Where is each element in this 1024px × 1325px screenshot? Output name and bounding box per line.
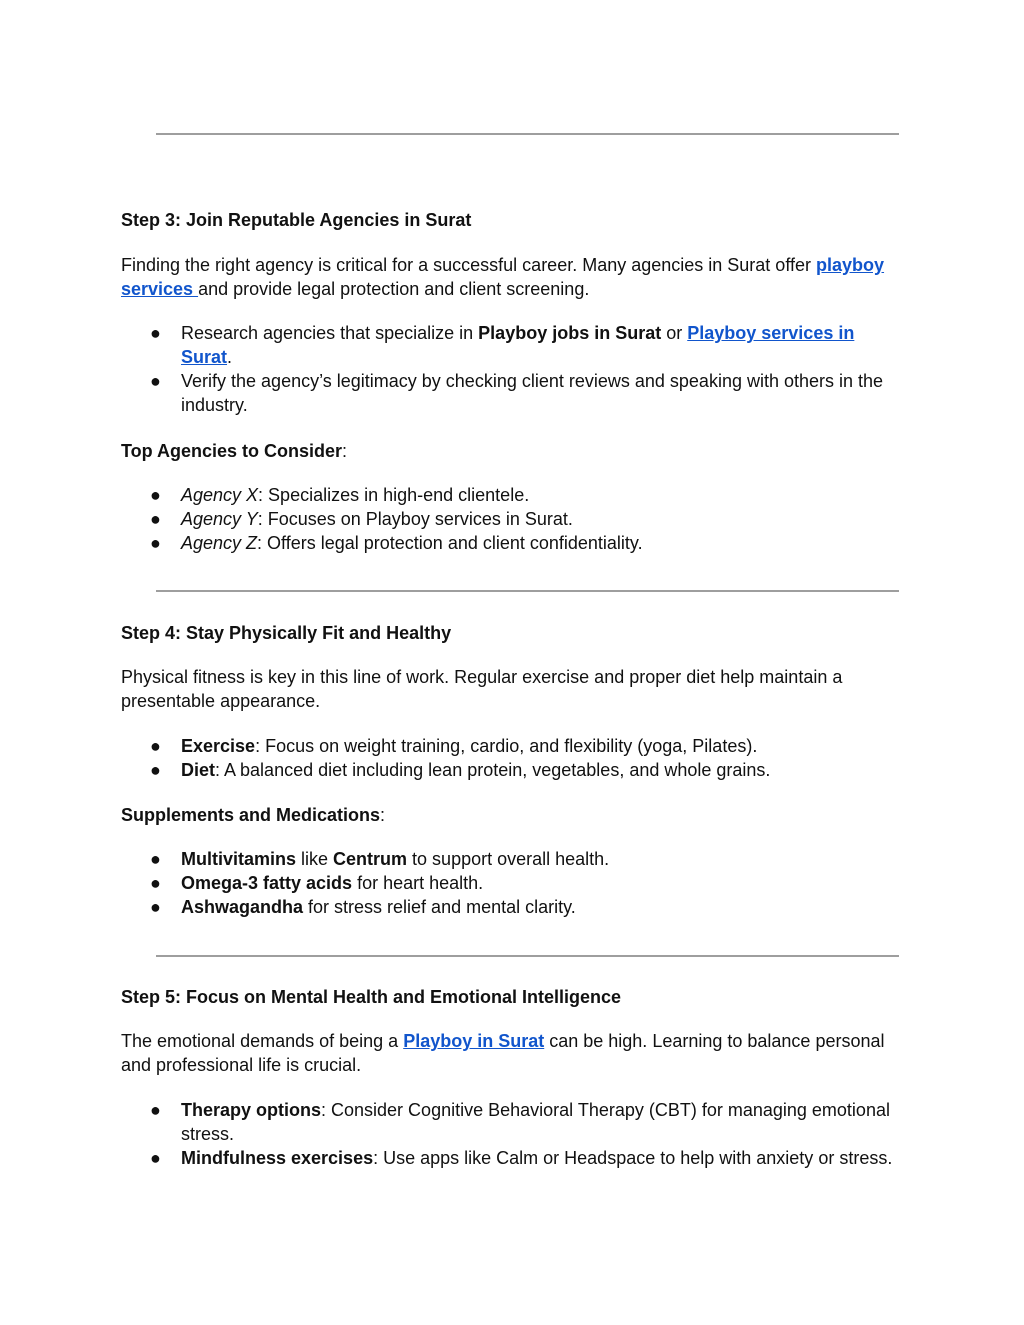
paragraph-step5-intro [121, 1029, 906, 1077]
text: The emotional demands of being a [121, 1031, 404, 1051]
bullet-icon: ● [150, 760, 161, 780]
text: : [342, 441, 348, 461]
text: to support overall health. [407, 849, 610, 869]
bullet-icon: ● [150, 736, 161, 756]
agency-name: Agency X [181, 485, 259, 505]
list-item [121, 483, 906, 507]
text: or [661, 323, 688, 343]
list-item [121, 1098, 906, 1146]
text: like [296, 849, 334, 869]
list-item [121, 321, 906, 369]
agency-name: Agency Z [181, 533, 258, 553]
horizontal-rule [156, 955, 899, 957]
text: and provide legal protection and client screening. [198, 279, 590, 299]
subheading-top-agencies [121, 439, 906, 463]
bold-text: Exercise [181, 736, 256, 756]
text: Finding the right agency is critical for a successful career. Many agencies in Surat offer [121, 255, 817, 275]
text: can be high. Learning to balance personal and professional life is crucial. [121, 1031, 885, 1075]
horizontal-rule [156, 590, 899, 592]
horizontal-rule [156, 133, 899, 135]
text: Verify the agency’s legitimacy by checking client reviews and speaking with others in the industry. [181, 371, 884, 415]
bold-text: Mindfulness exercises [181, 1148, 374, 1168]
list-agencies [121, 483, 906, 555]
text: for stress relief and mental clarity. [303, 897, 576, 917]
text: . [227, 347, 233, 367]
list-item [121, 847, 906, 871]
bullet-icon: ● [150, 371, 161, 391]
text: : Focuses on Playboy services in Surat. [257, 509, 573, 529]
link-playboy-services[interactable]: playboy services [121, 255, 885, 299]
bold-text: Ashwagandha [181, 897, 304, 917]
text: Research agencies that specialize in [181, 323, 479, 343]
list-item [121, 507, 906, 531]
list-item [121, 895, 906, 919]
link-playboy-in-surat[interactable]: Playboy in Surat [403, 1031, 545, 1051]
text: : Consider Cognitive Behavioral Therapy (CBT) for managing emotional stress. [181, 1100, 890, 1144]
bold-text: Diet [181, 760, 216, 780]
bold-text: Multivitamins [181, 849, 297, 869]
text: : A balanced diet including lean protein, vegetables, and whole grains. [215, 760, 771, 780]
text: : Specializes in high-end clientele. [258, 485, 530, 505]
bold-text: Therapy options [181, 1100, 322, 1120]
list-item [121, 734, 906, 758]
bold-text: Omega-3 fatty acids [181, 873, 353, 893]
list-item [121, 1146, 906, 1170]
bold-text: Playboy jobs in Surat [478, 323, 662, 343]
bullet-icon: ● [150, 509, 161, 529]
list-item [121, 871, 906, 895]
bullet-icon: ● [150, 485, 161, 505]
bullet-icon: ● [150, 1100, 161, 1120]
bullet-icon: ● [150, 873, 161, 893]
bullet-icon: ● [150, 533, 161, 553]
bullet-icon: ● [150, 897, 161, 917]
section-heading-step3: Step 3: Join Reputable Agencies in Surat [121, 210, 472, 230]
paragraph-step4-intro: Physical fitness is key in this line of work. Regular exercise and proper diet help maintain a presentable appearance. [121, 667, 843, 711]
text: for heart health. [352, 873, 484, 893]
agency-name: Agency Y [181, 509, 258, 529]
link-playboy-services-in-surat[interactable]: Playboy services in Surat [181, 323, 855, 367]
list-item [121, 758, 906, 782]
bullet-icon: ● [150, 1148, 161, 1168]
list-fitness [121, 734, 906, 782]
section-heading-step5: Step 5: Focus on Mental Health and Emotional Intelligence [121, 987, 622, 1007]
paragraph-step3-intro [121, 253, 906, 301]
list-item [121, 531, 906, 555]
bullet-icon: ● [150, 849, 161, 869]
bold-text: Supplements and Medications [121, 805, 381, 825]
bold-text: Centrum [333, 849, 408, 869]
text: : Focus on weight training, cardio, and flexibility (yoga, Pilates). [255, 736, 758, 756]
list-supplements [121, 847, 906, 919]
text: : [380, 805, 386, 825]
list-step3-research [121, 321, 906, 417]
list-mental-health [121, 1098, 906, 1170]
list-item [121, 369, 906, 417]
bullet-icon: ● [150, 323, 161, 343]
text: : Offers legal protection and client confidentiality. [257, 533, 643, 553]
subheading-supplements [121, 803, 906, 827]
section-heading-step4: Step 4: Stay Physically Fit and Healthy [121, 623, 452, 643]
text: : Use apps like Calm or Headspace to help with anxiety or stress. [373, 1148, 893, 1168]
bold-text: Top Agencies to Consider [121, 441, 343, 461]
